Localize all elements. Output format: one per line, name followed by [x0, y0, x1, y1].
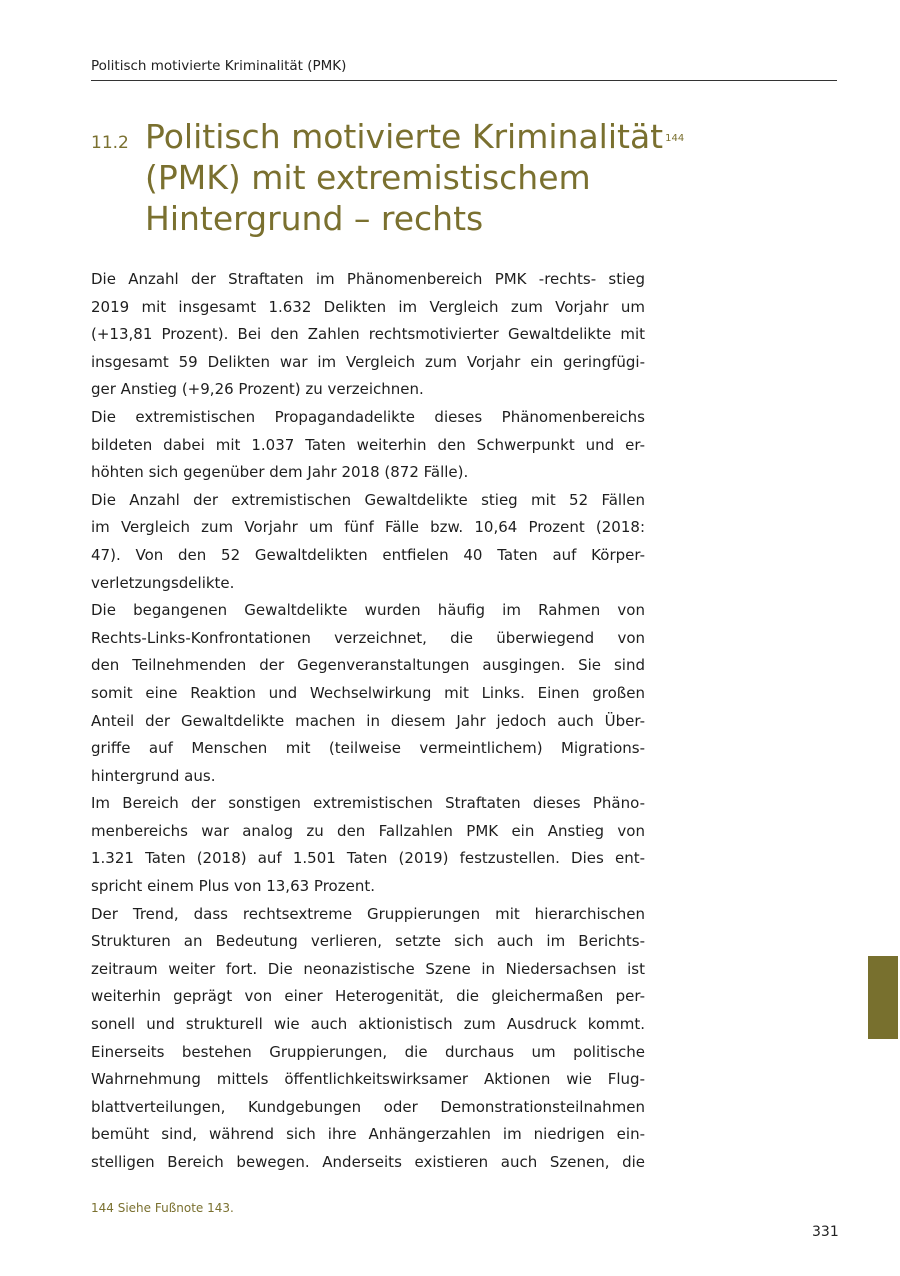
paragraph — [91, 901, 645, 1177]
paragraph — [91, 266, 645, 404]
text-line: Die begangenen Gewaltdelikte wurden häufig im Rahmen von — [91, 601, 645, 620]
text-line: Der Trend, dass rechtsextreme Gruppierungen mit hierarchischen — [91, 904, 645, 923]
paragraph — [91, 404, 645, 487]
text-line: Wahrnehmung mittels öffentlichkeitswirksamer Aktionen wie Flug- — [91, 1070, 645, 1089]
running-head: Politisch motivierte Kriminalität (PMK) — [91, 58, 347, 74]
paragraph — [91, 790, 645, 900]
text-line: Die extremistischen Propagandadelikte dieses Phänomenbereichs — [91, 407, 645, 426]
text-line: insgesamt 59 Delikten war im Vergleich zum Vorjahr ein geringfügi- — [91, 352, 645, 371]
paragraph — [91, 597, 645, 790]
text-line: ger Anstieg (+9,26 Prozent) zu verzeichnen. — [91, 380, 424, 399]
text-line: Einerseits bestehen Gruppierungen, die durchaus um politische — [91, 1042, 645, 1061]
text-line: somit eine Reaktion und Wechselwirkung mit Links. Einen großen — [91, 683, 645, 702]
title-line: Hintergrund – rechts — [145, 199, 484, 238]
text-line: 47). Von den 52 Gewaltdelikten entfielen 40 Taten auf Körper- — [91, 545, 645, 564]
text-line: blattverteilungen, Kundgebungen oder Demonstrationsteilnahmen — [91, 1097, 645, 1116]
text-line: stelligen Bereich bewegen. Anderseits existieren auch Szenen, die — [91, 1153, 645, 1171]
text-line: 1.321 Taten (2018) auf 1.501 Taten (2019) festzustellen. Dies ent- — [91, 849, 645, 868]
text-line: weiterhin geprägt von einer Heterogenität, die gleichermaßen per- — [91, 987, 645, 1006]
header-rule — [91, 80, 837, 81]
paragraph — [91, 487, 645, 597]
chapter-tab-marker — [868, 956, 898, 1039]
title-line: (PMK) mit extremistischem — [145, 158, 591, 197]
text-line: bemüht sind, während sich ihre Anhängerzahlen im niedrigen ein- — [91, 1125, 645, 1144]
text-line: höhten sich gegenüber dem Jahr 2018 (872 Fälle). — [91, 463, 469, 482]
text-line: menbereichs war analog zu den Fallzahlen PMK ein Anstieg von — [91, 821, 645, 840]
title-line: Politisch motivierte Kriminalität — [145, 117, 664, 156]
text-line: zeitraum weiter fort. Die neonazistische Szene in Niedersachsen ist — [91, 959, 645, 978]
text-line: (+13,81 Prozent). Bei den Zahlen rechtsmotivierter Gewaltdelikte mit — [91, 325, 645, 344]
page-number: 331 — [812, 1224, 839, 1240]
text-line: Die Anzahl der Straftaten im Phänomenbereich PMK -rechts- stieg — [91, 270, 645, 288]
text-line: hintergrund aus. — [91, 766, 216, 785]
footnote-ref[interactable]: 144 — [665, 133, 685, 144]
text-line: griffe auf Menschen mit (teilweise vermeintlichem) Migrations- — [91, 739, 645, 758]
text-line: Im Bereich der sonstigen extremistischen Straftaten dieses Phäno- — [91, 794, 645, 813]
text-line: Anteil der Gewaltdelikte machen in diesem Jahr jedoch auch Über- — [91, 711, 645, 730]
text-line: Strukturen an Bedeutung verlieren, setzte sich auch im Berichts- — [91, 932, 645, 951]
text-line: bildeten dabei mit 1.037 Taten weiterhin den Schwerpunkt und er- — [91, 435, 645, 454]
text-line: sonell und strukturell wie auch aktionistisch zum Ausdruck kommt. — [91, 1015, 645, 1034]
text-line: spricht einem Plus von 13,63 Prozent. — [91, 877, 375, 896]
text-line: Rechts-Links-Konfrontationen verzeichnet, die überwiegend von — [91, 628, 645, 647]
text-line: verletzungsdelikte. — [91, 573, 235, 592]
text-line: 2019 mit insgesamt 1.632 Delikten im Vergleich zum Vorjahr um — [91, 297, 645, 316]
footnote: 144 Siehe Fußnote 143. — [91, 1201, 234, 1215]
text-line: den Teilnehmenden der Gegenveranstaltungen ausgingen. Sie sind — [91, 656, 645, 675]
text-line: Die Anzahl der extremistischen Gewaltdelikte stieg mit 52 Fällen — [91, 490, 645, 509]
body-text — [91, 266, 645, 1177]
section-title — [145, 116, 684, 239]
text-line: im Vergleich zum Vorjahr um fünf Fälle bzw. 10,64 Prozent (2018: — [91, 518, 645, 537]
section-number: 11.2 — [91, 133, 129, 153]
